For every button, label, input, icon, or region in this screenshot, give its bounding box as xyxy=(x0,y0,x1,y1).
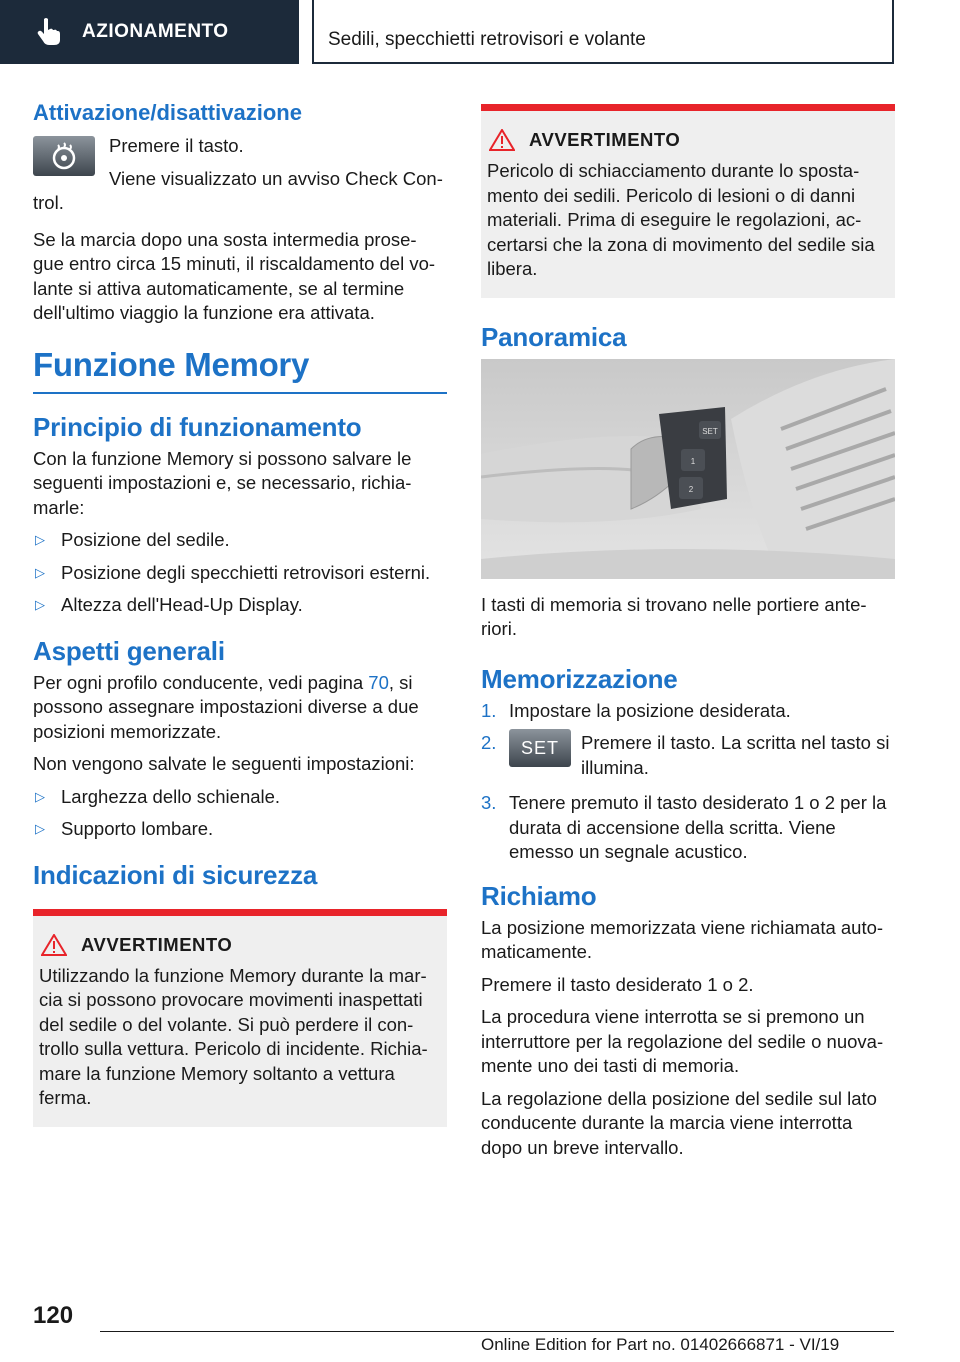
right-column xyxy=(481,104,895,1168)
warning-box xyxy=(33,909,447,1127)
activation-heading: Attivazione/disattivazione xyxy=(33,100,302,125)
set-key-icon: SET xyxy=(509,729,571,767)
overview-caption: I tasti di memoria si trovano nelle portiere ante-riori. xyxy=(481,593,867,639)
recall-paragraph: La procedura viene interrotta se si premono un interruttore per la regolazione del sedile o nuova-mente uno dei tasti di memoria. xyxy=(481,1006,884,1076)
warning-text: Utilizzando la funzione Memory durante la mar-cia si possono provocare movimenti inaspettati del sedile o del volante. Si può perdere il con-trollo sulla vettura. Pericolo di incidente. Richia-mare la funzione Memory soltanto a vettura ferma. xyxy=(39,964,428,1108)
list-item: ▷ Posizione del sedile. xyxy=(33,528,447,553)
warning-label: AVVERTIMENTO xyxy=(81,933,233,955)
door-memory-buttons-photo xyxy=(481,359,895,579)
recall-paragraph: La posizione memorizzata viene richiamata auto-maticamente. xyxy=(481,916,884,962)
warning-label: AVVERTIMENTO xyxy=(529,129,681,150)
principle-heading: Principio di funzionamento xyxy=(33,411,362,442)
recall-heading: Richiamo xyxy=(481,880,597,911)
warning-box xyxy=(481,104,895,298)
triangle-bullet-icon: ▷ xyxy=(35,821,45,836)
breadcrumb: Sedili, specchietti retrovisori e volante xyxy=(328,29,646,50)
list-item: ▷ Altezza dell'Head-Up Display. xyxy=(33,593,447,618)
store-steps xyxy=(481,699,895,865)
safety-heading: Indicazioni di sicurezza xyxy=(33,859,318,890)
button-2-label: 2 xyxy=(688,484,694,494)
recall-paragraph: Premere il tasto desiderato 1 o 2. xyxy=(481,973,754,995)
header-section-tab xyxy=(0,0,299,64)
not-saved-text: Non vengono salvate le seguenti impostazioni: xyxy=(33,753,415,774)
edition-text: Online Edition for Part no. 01402666871 - VI/19 xyxy=(481,1335,840,1354)
section-title: AZIONAMENTO xyxy=(82,21,229,42)
hand-pointer-icon xyxy=(36,17,66,47)
page-number: 120 xyxy=(33,1302,74,1329)
list-item: ▷ Supporto lombare. xyxy=(33,817,447,842)
store-heading: Memorizzazione xyxy=(481,663,678,694)
general-text: Per ogni profilo conducente, vedi pagina 70, si possono assegnare impostazioni diverse a due posizioni memorizzate. xyxy=(33,671,419,742)
step-item: 2. SET Premere il tasto. La scritta nel tasto si illumina. xyxy=(481,731,895,783)
triangle-bullet-icon: ▷ xyxy=(35,788,45,804)
step-item: 3. Tenere premuto il tasto desiderato 1 o 2 per la durata di accensione della scritta. Viene emesso un segnale acustico. xyxy=(481,792,887,862)
page-link[interactable]: 70 xyxy=(368,671,389,693)
triangle-bullet-icon: ▷ xyxy=(35,597,45,612)
footer-divider xyxy=(100,1331,894,1332)
overview-heading: Panoramica xyxy=(481,321,627,352)
principle-text: Con la funzione Memory si possono salvare le seguenti impostazioni e, se necessario, richia-marle: xyxy=(33,447,412,518)
triangle-bullet-icon: ▷ xyxy=(35,564,45,580)
activation-line-1: Premere il tasto. xyxy=(109,135,244,156)
triangle-bullet-icon: ▷ xyxy=(35,532,45,547)
left-column xyxy=(33,100,447,1127)
list-item: ▷ Larghezza dello schienale. xyxy=(33,785,447,810)
not-saved-list xyxy=(33,785,447,842)
warning-triangle-icon xyxy=(41,934,67,956)
button-1-label: 1 xyxy=(690,456,696,466)
warning-triangle-icon xyxy=(489,129,515,151)
list-item: ▷ Posizione degli specchietti retrovisori esterni. xyxy=(33,561,447,586)
recall-paragraph: La regolazione della posizione del sedile sul lato conducente durante la marcia viene interrotta dopo un breve intervallo. xyxy=(481,1087,877,1158)
principle-list xyxy=(33,528,447,618)
activation-line-2: Viene visualizzato un avviso Check Con-trol. xyxy=(33,167,443,213)
activation-key-row xyxy=(33,134,447,216)
steering-heater-key-icon xyxy=(33,136,95,176)
step-item: 1. Impostare la posizione desiderata. xyxy=(481,699,791,721)
breadcrumb-box xyxy=(312,0,894,64)
memory-heading: Funzione Memory xyxy=(33,346,447,394)
activation-paragraph: Se la marcia dopo una sosta intermedia prose-gue entro circa 15 minuti, il riscaldamento del vo-lante si attiva automaticamente, se al termine dell'ultimo viaggio la funzione era attivata. xyxy=(33,228,436,323)
general-heading: Aspetti generali xyxy=(33,635,225,666)
set-label: SET xyxy=(702,426,718,436)
warning-text: Pericolo di schiacciamento durante lo sposta-mento dei sedili. Pericolo di lesioni o di danni materiali. Prima di eseguire le regolazioni, ac-certarsi che la zona di movimento del sedile sia libera. xyxy=(487,160,875,279)
